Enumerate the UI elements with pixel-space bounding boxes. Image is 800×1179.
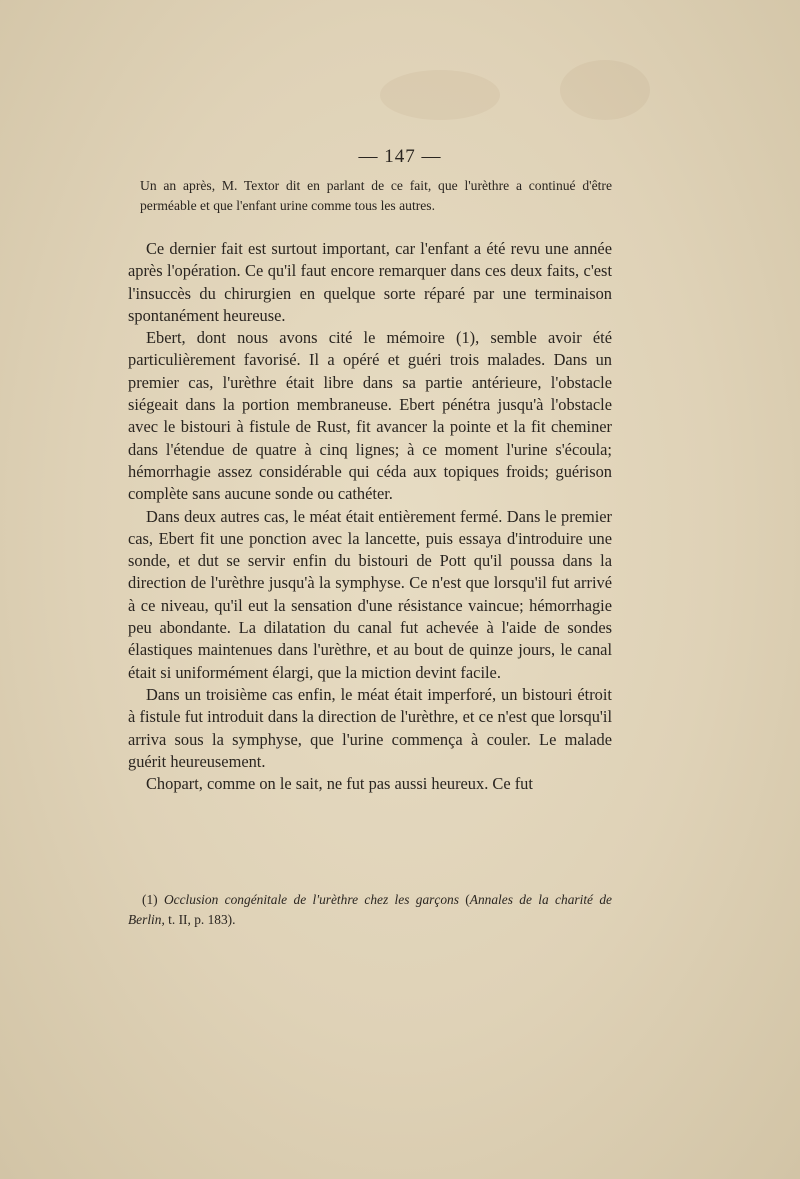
paper-stain (560, 60, 650, 120)
body-text (128, 238, 612, 795)
top-note: Un an après, M. Textor dit en parlant de ce fait, que l'urèthre a continué d'être perméable et que l'enfant urine comme tous les autres. (140, 178, 612, 213)
paragraph: Dans deux autres cas, le méat était entièrement fermé. Dans le premier cas, Ebert fit une ponction avec la lancette, puis essaya d'introduire une sonde, et dut se servir enfin du bistouri de Pott qu'il poussa dans la direction de l'urèthre jusqu'à la symphyse. Ce n'est que lorsqu'il fut arrivé à ce niveau, qu'il eut la sensation d'une résistance vaincue; hémorrhagie peu abondante. La dilatation du canal fut achevée à l'aide de sondes élastiques maintenues dans l'urèthre, et au bout de quinze jours, le canal était si uniformément élargi, que la miction devint facile. (128, 506, 612, 682)
paper-stain (380, 70, 500, 120)
page-number: — 147 — (358, 146, 442, 167)
paragraph: Dans un troisième cas enfin, le méat était imperforé, un bistouri étroit à fistule fut introduit dans la direction de l'urèthre, et ce n'est que lorsqu'il arriva sous la symphyse, que l'urine commença à couler. Le malade guérit heureusement. (128, 684, 612, 771)
paragraph: Chopart, comme on le sait, ne fut pas aussi heureux. Ce fut (146, 774, 533, 794)
footnote-open-paren: ( (458, 892, 470, 907)
paragraph: Ce dernier fait est surtout important, car l'enfant a été revu une année après l'opération. Ce qu'il faut encore remarquer dans ces deux faits, c'est l'insuccès du chirurgien en quelque sorte réparé par une terminaison spontanément heureuse. (128, 239, 612, 325)
footnote (128, 890, 612, 930)
footnote-marker: (1) (142, 892, 158, 907)
footnote-reference: , t. II, p. 183). (161, 912, 236, 927)
paragraph: Ebert, dont nous avons cité le mémoire (1), semble avoir été particulièrement favorisé. Il a opéré et guéri trois malades. Dans un premier cas, l'urèthre était libre dans sa partie antérieure, l'obstacle siégeait dans la portion membraneuse. Ebert pénétra jusqu'à l'obstacle avec le bistouri à fistule de Rust, fit avancer la pointe et la fit cheminer dans l'étendue de quatre à cinq lignes; à ce moment l'urine s'écoula; hémorrhagie assez considérable qui céda aux topiques froids; guérison complète sans aucune sonde ou cathéter. (128, 328, 612, 504)
footnote-journal: Annales de la charité de Berlin (128, 892, 612, 927)
footnote-title: Occlusion congénitale de l'urèthre chez les garçons (164, 892, 459, 907)
